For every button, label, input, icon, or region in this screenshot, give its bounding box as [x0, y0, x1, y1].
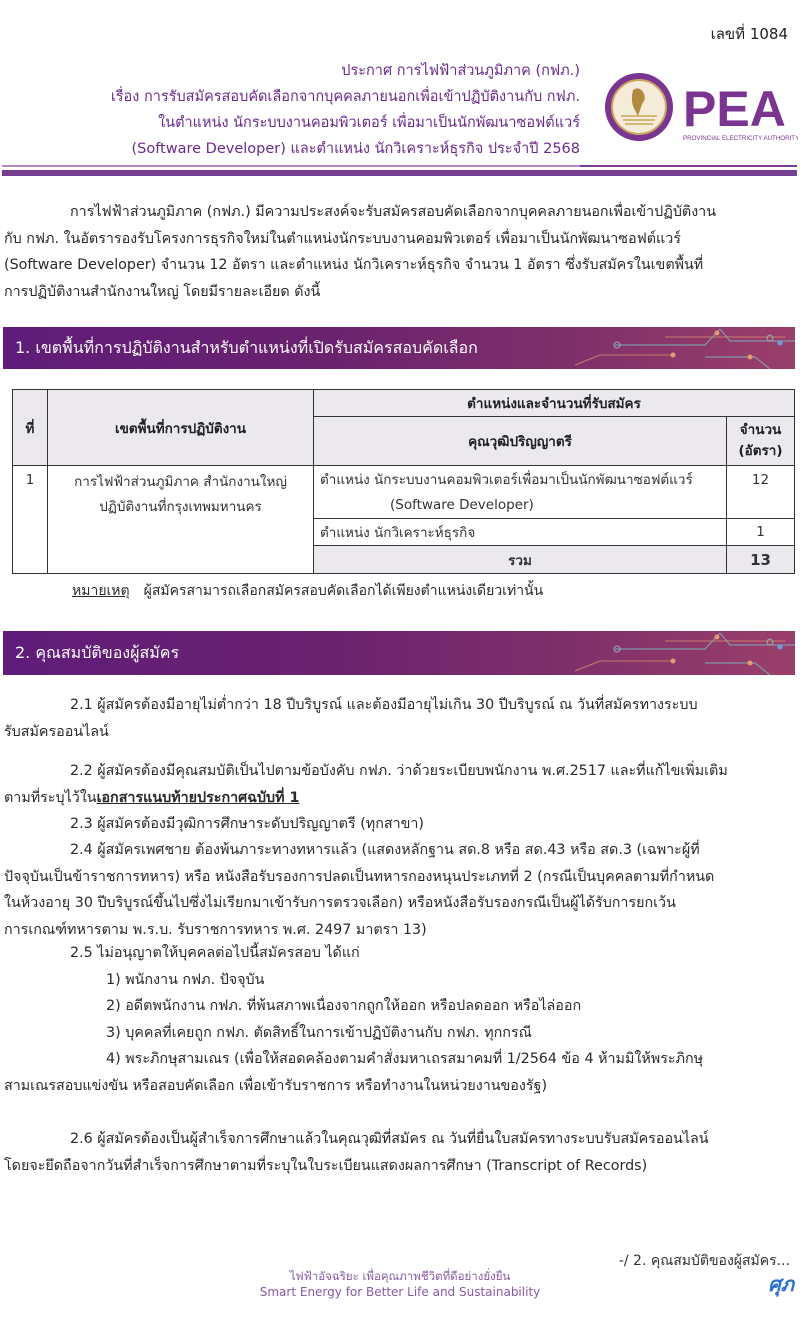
title-line: (Software Developer) และตำแหน่ง นักวิเคราะห์ธุรกิจ ประจำปี 2568: [131, 141, 580, 157]
item-line: การเกณฑ์ทหารตาม พ.ร.บ. รับราชการทหาร พ.ศ. 2497 มาตรา 13): [4, 921, 427, 938]
intro-paragraph: [4, 199, 794, 305]
title-line: เรื่อง การรับสมัครสอบคัดเลือกจากบุคคลภายนอกเพื่อเข้าปฏิบัติงานกับ กฟภ.: [110, 89, 580, 105]
sub-item-line: สามเณรสอบแข่งขัน หรือสอบคัดเลือก เพื่อเข้ารับราชการ หรือทำงานในหน่วยงานของรัฐ): [4, 1077, 548, 1094]
total-value: 13: [727, 546, 795, 574]
cell-position: [314, 466, 727, 519]
table-row: [13, 466, 795, 519]
qualification-2-3: [4, 811, 794, 838]
header-divider-thick: [2, 170, 797, 176]
qualification-2-5: [4, 940, 794, 1099]
col-header-positions-group: ตำแหน่งและจำนวนที่รับสมัคร: [314, 390, 795, 417]
signature-initials: ศุภ: [768, 1272, 794, 1296]
circuit-decoration-icon: [555, 631, 795, 675]
title-line: ประกาศ การไฟฟ้าส่วนภูมิภาค (กฟภ.): [341, 63, 580, 79]
sub-item-line: 2) อดีตพนักงาน กฟภ. ที่พ้นสภาพเนื่องจากถูกให้ออก หรือปลดออก หรือไล่ออก: [106, 998, 582, 1014]
col-header-area: เขตพื้นที่การปฏิบัติงาน: [48, 390, 314, 466]
table-note: [72, 580, 543, 602]
sub-item-line: 1) พนักงาน กฟภ. ปัจจุบัน: [106, 971, 265, 988]
section-2-header: [3, 631, 795, 675]
intro-line: การปฏิบัติงานสำนักงานใหญ่ โดยมีรายละเอียด ดังนี้: [4, 283, 321, 300]
note-label: หมายเหตุ: [72, 583, 130, 599]
area-line: ปฏิบัติงานที่กรุงเทพมหานคร: [99, 499, 262, 515]
qualification-2-2: [4, 758, 794, 811]
continued-marker: -/ 2. คุณสมบัติของผู้สมัคร...: [618, 1253, 790, 1269]
count-header-line: (อัตรา): [738, 443, 783, 459]
item-line: ปัจจุบันเป็นข้าราชการทหาร) หรือ หนังสือรับรองการปลดเป็นทหารกองหนุนประเภทที่ 2 (กรณีเป็นบุคคลตามที่กำหนด: [4, 868, 715, 885]
attachment-reference-link[interactable]: เอกสารแนบท้ายประกาศฉบับที่ 1: [96, 789, 300, 806]
intro-line: การไฟฟ้าส่วนภูมิภาค (กฟภ.) มีความประสงค์จะรับสมัครสอบคัดเลือกจากบุคคลภายนอกเพื่อเข้าปฏิบัติงาน: [70, 204, 716, 220]
slogan-english: Smart Energy for Better Life and Sustainability: [259, 1285, 541, 1299]
announcement-title: [111, 58, 580, 162]
title-line: ในตำแหน่ง นักระบบงานคอมพิวเตอร์ เพื่อมาเป็นนักพัฒนาซอฟต์แวร์: [158, 115, 580, 131]
svg-text:PROVINCIAL ELECTRICITY AUTHORI: PROVINCIAL ELECTRICITY AUTHORITY: [683, 135, 798, 142]
item-line: รับสมัครออนไลน์: [4, 723, 109, 740]
item-line: 2.5 ไม่อนุญาตให้บุคคลต่อไปนี้สมัครสอบ ได้แก่: [70, 945, 360, 961]
item-line: 2.4 ผู้สมัครเพศชาย ต้องพ้นภาระทางทหารแล้ว (แสดงหลักฐาน สด.8 หรือ สด.43 หรือ สด.3 (เฉพาะผู้ที่: [70, 842, 700, 858]
position-line: (Software Developer): [390, 497, 534, 513]
intro-line: กับ กฟภ. ในอัตรารองรับโครงการธุรกิจใหม่ในตำแหน่งนักระบบงานคอมพิวเตอร์ เพื่อมาเป็นนักพัฒนาซอฟต์แวร์: [4, 230, 681, 247]
intro-line: (Software Developer) จำนวน 12 อัตรา และตำแหน่ง นักวิเคราะห์ธุรกิจ จำนวน 1 อัตรา ซึ่งรับสมัครในเขตพื้นที่: [4, 257, 704, 273]
col-header-no: ที่: [13, 390, 48, 466]
qualification-2-1: [4, 692, 794, 745]
sub-item-line: 4) พระภิกษุสามเณร (เพื่อให้สอดคล้องตามคำสั่งมหาเถรสมาคมที่ 1/2564 ข้อ 4 ห้ามมิให้พระภิกษุ: [106, 1051, 704, 1067]
section-2-title: 2. คุณสมบัติของผู้สมัคร: [15, 643, 180, 662]
section-1-title: 1. เขตพื้นที่การปฏิบัติงานสำหรับตำแหน่งที่เปิดรับสมัครสอบคัดเลือก: [15, 338, 478, 357]
document-number: เลขที่ 1084: [710, 25, 788, 43]
item-line: 2.6 ผู้สมัครต้องเป็นผู้สำเร็จการศึกษาแล้วในคุณวุฒิที่สมัคร ณ วันที่ยื่นใบสมัครทางระบบรับสมัครออนไลน์: [70, 1131, 709, 1147]
count-header-line: จำนวน: [739, 422, 782, 438]
cell-area: [48, 466, 314, 574]
sub-item-line: 3) บุคคลที่เคยถูก กฟภ. ตัดสิทธิ์ในการเข้าปฏิบัติงานกับ กฟภ. ทุกกรณี: [106, 1024, 532, 1041]
note-text: ผู้สมัครสามารถเลือกสมัครสอบคัดเลือกได้เพียงตำแหน่งเดียวเท่านั้น: [143, 583, 544, 599]
pea-seal-icon: [603, 70, 798, 150]
item-text: ตามที่ระบุไว้ใน: [4, 789, 97, 806]
qualification-2-4: [4, 837, 794, 943]
qualification-2-6: [4, 1126, 794, 1179]
cell-count: 1: [727, 519, 795, 546]
slogan-thai: ไฟฟ้าอัจฉริยะ เพื่อคุณภาพชีวิตที่ดีอย่างยั่งยืน: [289, 1269, 511, 1283]
total-label: รวม: [314, 546, 727, 574]
item-line: [4, 785, 794, 812]
cell-position: ตำแหน่ง นักวิเคราะห์ธุรกิจ: [314, 519, 727, 546]
col-header-qualification: คุณวุฒิปริญญาตรี: [314, 417, 727, 466]
col-header-count: [727, 417, 795, 466]
area-line: การไฟฟ้าส่วนภูมิภาค สำนักงานใหญ่: [74, 474, 287, 490]
item-line: โดยจะยึดถือจากวันที่สำเร็จการศึกษาตามที่ระบุในใบระเบียนแสดงผลการศึกษา (Transcript of Records): [4, 1157, 648, 1174]
section-1-header: [3, 327, 795, 369]
header-divider-thin-light: [2, 165, 580, 167]
cell-count: 12: [727, 466, 795, 519]
cell-no: 1: [13, 466, 48, 574]
pea-logo: [603, 70, 798, 150]
svg-text:PEA: PEA: [683, 81, 786, 137]
positions-table: [12, 389, 795, 574]
item-line: 2.1 ผู้สมัครต้องมีอายุไม่ต่ำกว่า 18 ปีบริบูรณ์ และต้องมีอายุไม่เกิน 30 ปีบริบูรณ์ ณ วันที่สมัครทางระบบ: [70, 697, 698, 713]
circuit-decoration-icon: [555, 327, 795, 369]
item-line: 2.2 ผู้สมัครต้องมีคุณสมบัติเป็นไปตามข้อบังคับ กฟภ. ว่าด้วยระเบียบพนักงาน พ.ศ.2517 และที่แก้ไขเพิ่มเติม: [70, 763, 728, 779]
item-line: 2.3 ผู้สมัครต้องมีวุฒิการศึกษาระดับปริญญาตรี (ทุกสาขา): [70, 816, 424, 832]
position-line: ตำแหน่ง นักระบบงานคอมพิวเตอร์เพื่อมาเป็นนักพัฒนาซอฟต์แวร์: [320, 472, 693, 488]
item-line: ในห้วงอายุ 30 ปีบริบูรณ์ขึ้นไปซึ่งไม่เรียกมาเข้ารับการตรวจเลือก) หรือหนังสือรับรองกรณีเป็นผู้ได้รับการยกเว้น: [4, 895, 676, 911]
